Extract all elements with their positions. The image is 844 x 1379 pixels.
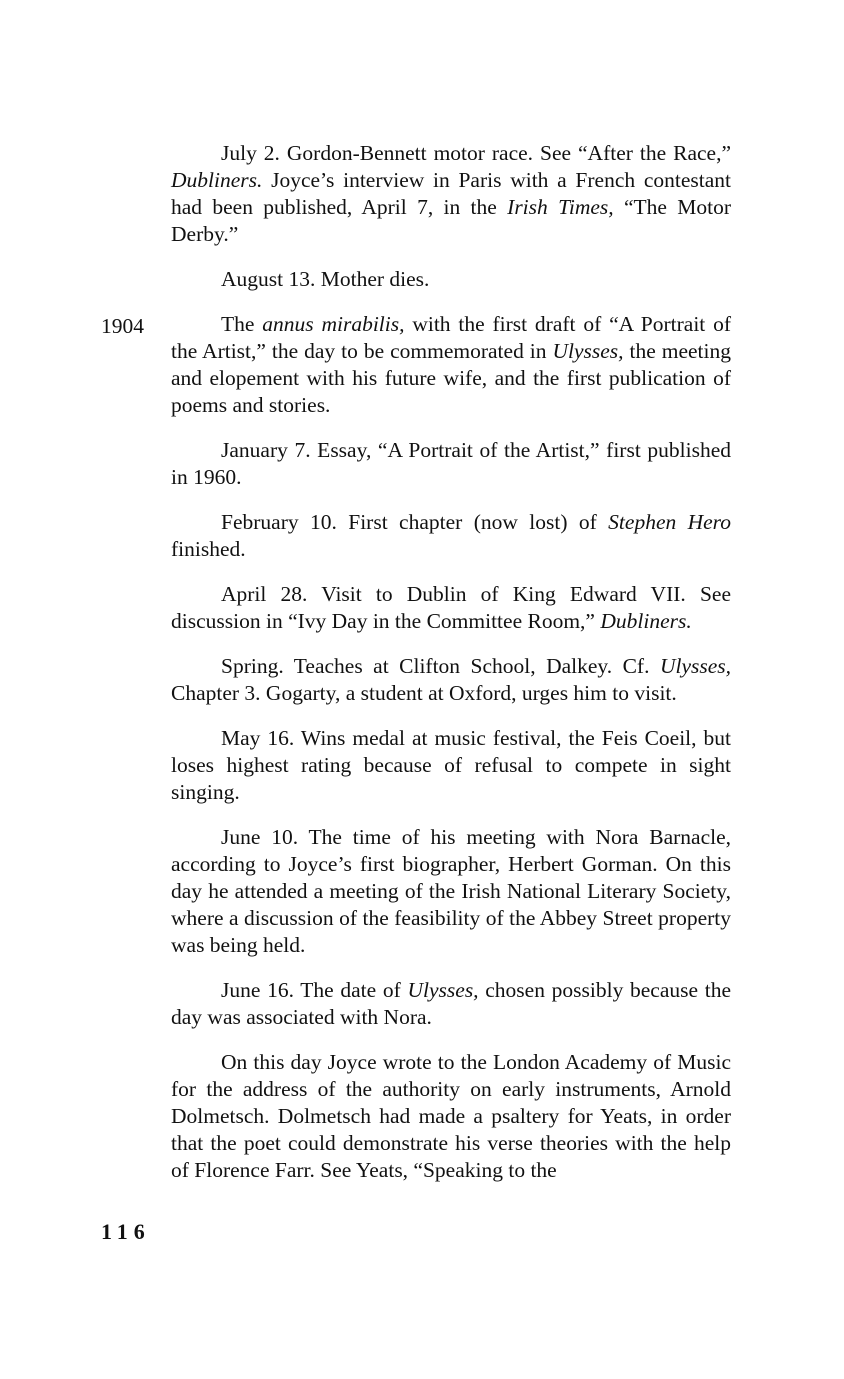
entry-january-7: January 7. Essay, “A Portrait of the Artist,” first published in 1960. (171, 438, 731, 489)
entry-april-28: April 28. Visit to Dublin of King Edward VII. See discussion in “Ivy Day in the Committee Room,” Dubliners. (171, 582, 731, 633)
entry-august-13: August 13. Mother dies. (221, 267, 430, 291)
entry-june-16-continued: On this day Joyce wrote to the London Academy of Music for the address of the authority on early instruments, Arnold Dolmetsch. Dolmetsch had made a psaltery for Yeats, in order that the poet could demonstrate his verse theories with the help of Florence Farr. See Yeats, “Speaking to the (171, 1050, 731, 1182)
margin-year: 1904 (101, 314, 144, 338)
entry-june-16: June 16. The date of Ulysses, chosen possibly because the day was associated with Nora. (171, 978, 732, 1029)
entry-june-10: June 10. The time of his meeting with Nora Barnacle, according to Joyce’s first biographer, Herbert Gorman. On this day he attended a meeting of the Irish National Literary Society, where a discussion of the feasibility of the Abbey Street property was being held. (171, 825, 731, 957)
chronology-text (171, 140, 731, 1202)
entry-may-16: May 16. Wins medal at music festival, the Feis Coeil, but loses highest rating because of refusal to compete in sight singing. (171, 726, 731, 804)
entry-spring: Spring. Teaches at Clifton School, Dalkey. Cf. Ulysses, Chapter 3. Gogarty, a student at Oxford, urges him to visit. (171, 654, 731, 705)
entry-1904-summary: The annus mirabilis, with the first draft of “A Portrait of the Artist,” the day to be commemorated in Ulysses, the meeting and elopement with his future wife, and the first publication of poems and stories. (171, 312, 731, 417)
entry-july-2: July 2. Gordon-Bennett motor race. See “After the Race,” Dubliners. Joyce’s interview in Paris with a French contestant had been published, April 7, in the Irish Times, “The Motor Derby.” (171, 141, 732, 246)
page-number: 116 (101, 1219, 151, 1244)
entry-february-10: February 10. First chapter (now lost) of Stephen Hero finished. (171, 510, 731, 561)
